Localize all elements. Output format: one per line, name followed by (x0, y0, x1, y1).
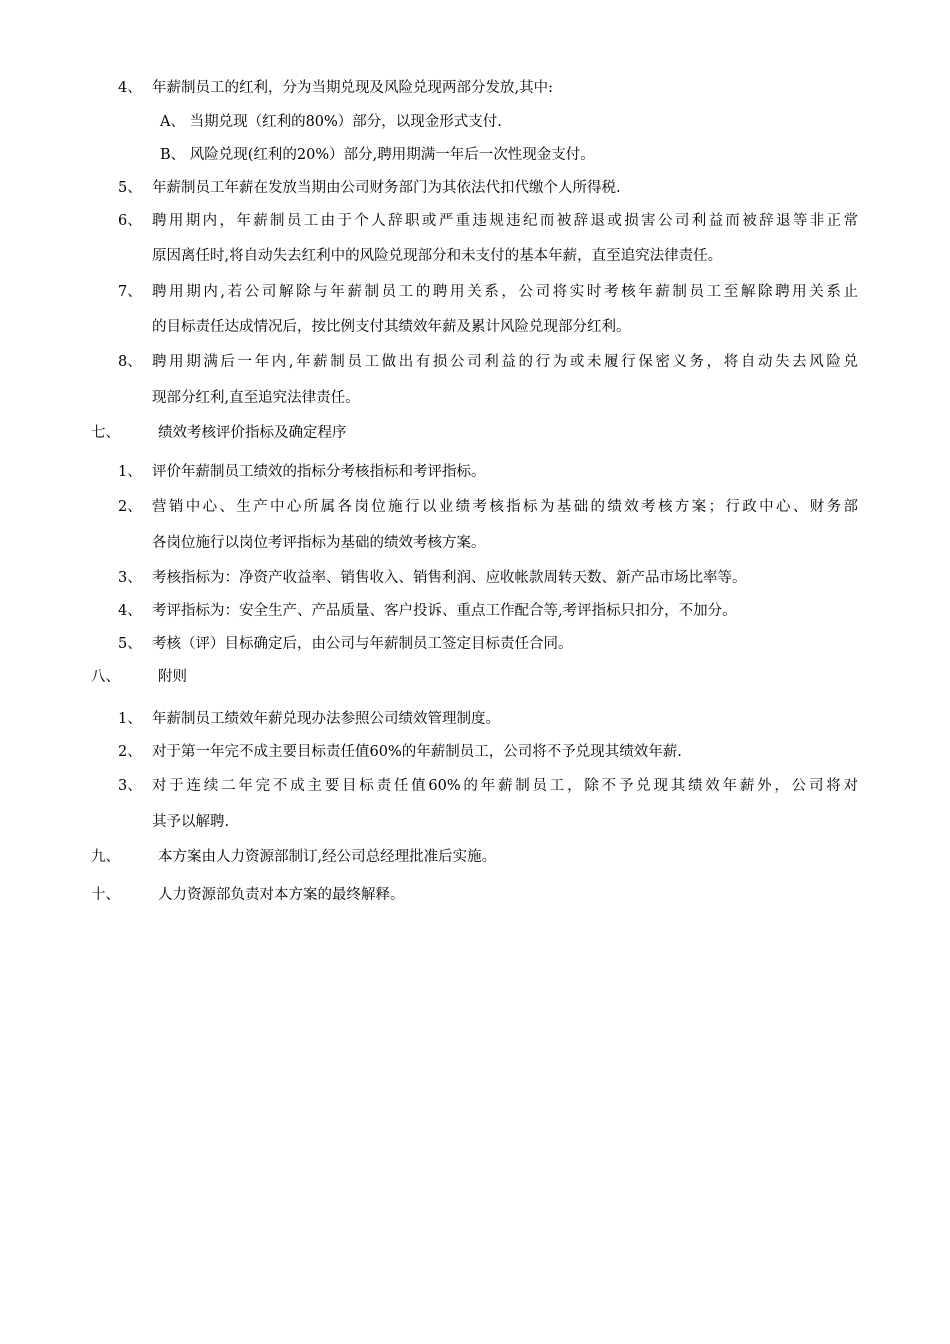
item-text: 对于第一年完不成主要目标责任值60%的年薪制员工，公司将不予兑现其绩效年薪. (152, 744, 682, 760)
item-number: 5、 (118, 180, 142, 196)
item-text-continued: 其予以解聘. (152, 814, 230, 830)
item-text: 年薪制员工绩效年薪兑现办法参照公司绩效管理制度。 (152, 711, 500, 727)
item-text: 考核（评）目标确定后，由公司与年薪制员工签定目标责任合同。 (152, 636, 573, 652)
item-number: 1、 (118, 711, 142, 727)
item-number: 8、 (118, 354, 142, 370)
section-number: 十、 (91, 887, 120, 903)
item-text: 考评指标为：安全生产、产品质量、客户投诉、重点工作配合等,考评指标只扣分，不加分。 (152, 603, 737, 619)
item-text-continued: 的目标责任达成情况后，按比例支付其绩效年薪及累计风险兑现部分红利。 (152, 319, 631, 335)
item-number: 7、 (118, 284, 142, 300)
item-number: 3、 (118, 570, 142, 586)
item-number: 5、 (118, 636, 142, 652)
item-text: 评价年薪制员工绩效的指标分考核指标和考评指标。 (152, 464, 486, 480)
item-number: 1、 (118, 464, 142, 480)
item-number: 4、 (118, 603, 142, 619)
item-text: 聘用期内,若公司解除与年薪制员工的聘用关系，公司将实时考核年薪制员工至解除聘用关系止 (152, 284, 858, 300)
item-text: 年薪制员工年薪在发放当期由公司财务部门为其依法代扣代缴个人所得税. (152, 180, 621, 196)
item-text: 对于连续二年完不成主要目标责任值60%的年薪制员工，除不予兑现其绩效年薪外，公司将对 (152, 778, 858, 794)
item-text-continued: 各岗位施行以岗位考评指标为基础的绩效考核方案。 (152, 535, 486, 551)
item-text-continued: 原因离任时,将自动失去红利中的风险兑现部分和未支付的基本年薪，直至追究法律责任。 (152, 248, 723, 264)
item-text: 考核指标为：净资产收益率、销售收入、销售利润、应收帐款周转天数、新产品市场比率等。 (152, 570, 747, 586)
item-text: 聘用期满后一年内,年薪制员工做出有损公司利益的行为或未履行保密义务，将自动失去风险兑 (152, 354, 858, 370)
sub-item-b: B、 风险兑现(红利的20%）部分,聘用期满一年后一次性现金支付。 (160, 147, 595, 163)
sub-item-a: A、 当期兑现（红利的80%）部分，以现金形式支付. (160, 114, 502, 130)
item-number: 4、 (118, 80, 142, 96)
section-title: 人力资源部负责对本方案的最终解释。 (158, 887, 405, 903)
section-number: 八、 (91, 669, 120, 685)
item-text: 年薪制员工的红利，分为当期兑现及风险兑现两部分发放,其中: (152, 80, 553, 96)
item-text-continued: 现部分红利,直至追究法律责任。 (152, 390, 360, 406)
section-number: 九、 (91, 849, 120, 865)
section-title: 本方案由人力资源部制订,经公司总经理批准后实施。 (158, 849, 497, 865)
section-number: 七、 (91, 425, 120, 441)
item-number: 2、 (118, 499, 142, 515)
item-number: 3、 (118, 778, 142, 794)
section-title: 绩效考核评价指标及确定程序 (158, 425, 347, 441)
section-title: 附则 (158, 669, 187, 685)
item-text: 营销中心、生产中心所属各岗位施行以业绩考核指标为基础的绩效考核方案；行政中心、财务部 (152, 499, 858, 515)
item-number: 2、 (118, 744, 142, 760)
item-number: 6、 (118, 213, 142, 229)
item-text: 聘用期内，年薪制员工由于个人辞职或严重违规违纪而被辞退或损害公司利益而被辞退等非正常 (152, 213, 858, 229)
